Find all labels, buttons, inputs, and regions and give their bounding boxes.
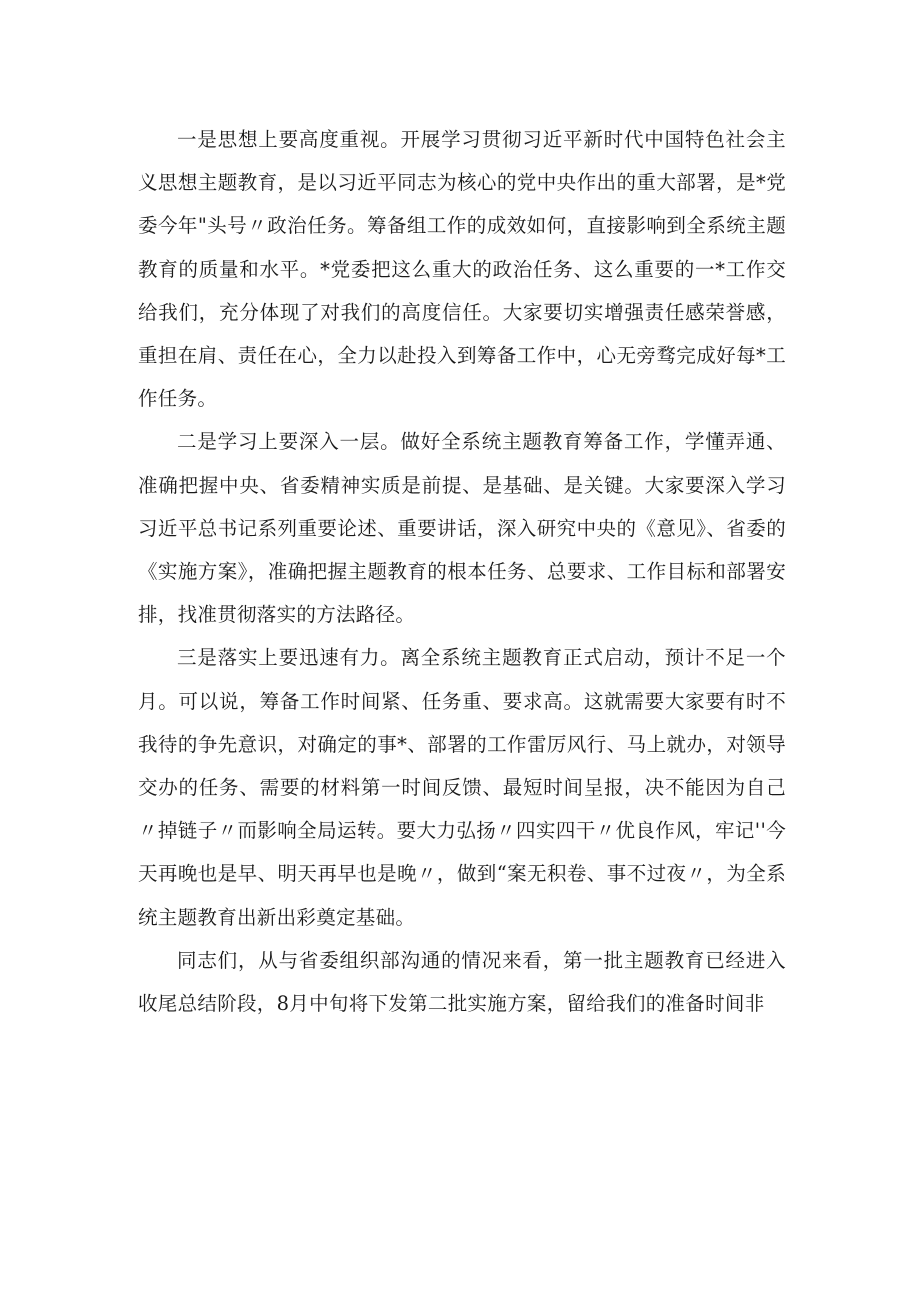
document-body (138, 118, 786, 1025)
paragraph-comrades: 同志们，从与省委组织部沟通的情况来看，第一批主题教育已经进入收尾总结阶段，8月中旬将下发第二批实施方案，留给我们的准备时间非 (138, 948, 786, 1016)
paragraph-thinking: 一是思想上要高度重视。开展学习贯彻习近平新时代中国特色社会主义思想主题教育，是以习近平同志为核心的党中央作出的重大部署，是*党委今年"头号〃政治任务。筹备组工作的成效如何，直接影响到全系统主题教育的质量和水平。*党委把这么重大的政治任务、这么重要的一*工作交给我们，充分体现了对我们的高度信任。大家要切实增强责任感荣誉感，重担在肩、责任在心，全力以赴投入到筹备工作中，心无旁骛完成好每*工作任务。 (138, 128, 786, 411)
paragraph-implementation: 三是落实上要迅速有力。离全系统主题教育正式启动，预计不足一个月。可以说，筹备工作时间紧、任务重、要求高。这就需要大家要有时不我待的争先意识，对确定的事*、部署的工作雷厉风行、马上就办，对领导交办的任务、需要的材料第一时间反馈、最短时间呈报，决不能因为自己〃掉链子〃而影响全局运转。要大力弘扬〃四实四干〃优良作风，牢记''今天再晚也是早、明天再早也是晚〃，做到“案无积卷、事不过夜〃，为全系统主题教育出新出彩奠定基础。 (138, 646, 786, 929)
paragraph-study: 二是学习上要深入一层。做好全系统主题教育筹备工作，学懂弄通、准确把握中央、省委精神实质是前提、是基础、是关键。大家要深入学习习近平总书记系列重要论述、重要讲话，深入研究中央的《意见》、省委的《实施方案》，准确把握主题教育的根本任务、总要求、工作目标和部署安排，找准贯彻落实的方法路径。 (138, 430, 786, 627)
